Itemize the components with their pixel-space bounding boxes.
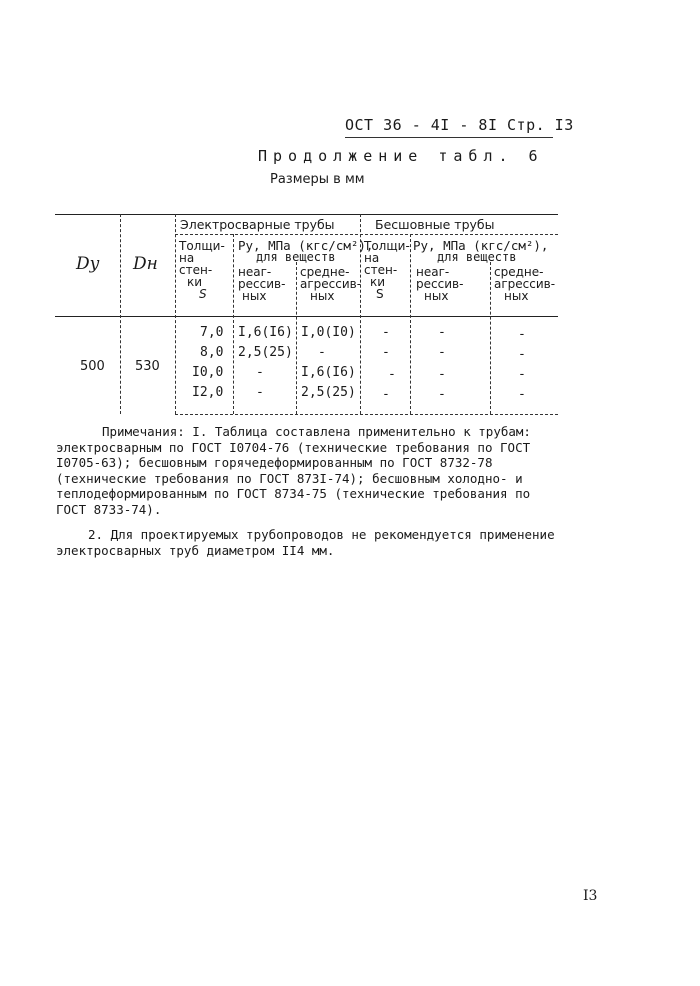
header-wall-thickness-welded <box>179 240 233 300</box>
cell-seamless-nonagg: - <box>438 345 446 360</box>
cell-welded-medagg: I,0(I0) <box>301 325 356 340</box>
cell-welded-nonagg: I,6(I6) <box>238 325 293 340</box>
header-welded-pipes: Электросварные трубы <box>180 217 335 232</box>
cell-welded-medagg: - <box>318 345 326 360</box>
cell-seamless-s: - <box>382 325 390 340</box>
cell-welded-s: 8,0 <box>200 345 224 360</box>
medagg-line: средне- <box>300 265 350 279</box>
header-medium-aggressive-seamless <box>494 266 555 302</box>
cell-welded-nonagg: - <box>256 385 264 400</box>
page-number: I3 <box>583 888 598 904</box>
medagg-line: ных <box>310 289 335 303</box>
cell-seamless-nonagg: - <box>438 367 446 382</box>
cell-welded-nonagg: - <box>256 365 264 380</box>
wall-line: ки <box>187 275 203 289</box>
wall-line: Толщи- <box>364 239 410 253</box>
cell-welded-s: 7,0 <box>200 325 224 340</box>
cell-welded-medagg: I,6(I6) <box>301 365 356 380</box>
nonagg-line: рессив- <box>238 277 286 291</box>
col-divider <box>175 214 176 414</box>
wall-line: на <box>364 251 380 265</box>
nonagg-line: неаг- <box>238 265 272 279</box>
note-2: 2. Для проектируемых трубопроводов не рекомендуется применение электросварных труб диаметром II4 мм. <box>56 527 555 558</box>
units-caption: Размеры в мм <box>270 172 365 187</box>
medagg-line: агрессив- <box>494 277 556 291</box>
wall-line: S <box>199 287 207 301</box>
nonagg-line: ных <box>242 289 267 303</box>
cell-seamless-medagg: - <box>518 367 526 382</box>
header-dn: Dн <box>133 254 158 274</box>
nonagg-line: рессив- <box>416 277 464 291</box>
header-nonaggressive-welded <box>238 266 285 302</box>
table-bottom-rule <box>175 414 558 415</box>
nonagg-line: неаг- <box>416 265 450 279</box>
col-divider <box>233 234 234 414</box>
cell-seamless-nonagg: - <box>438 325 446 340</box>
note-1: Примечания: I. Таблица составлена применительно к трубам: электросварным по ГОСТ I0704-76 (технические требования по ГОСТ I0705-63); бесшовным горячедеформированным по ГОСТ 8732-78 (технические требования по ГОСТ 873I-74); бесшовным холодно- и теплодеформированным по ГОСТ 8734-75 (технические требования по ГОСТ 8733-74). <box>56 424 531 517</box>
medagg-line: агрессив- <box>300 277 362 291</box>
wall-line: S <box>376 287 384 301</box>
col-divider <box>120 214 121 414</box>
col-divider <box>490 262 491 414</box>
header-for-substances-seamless: для веществ <box>437 250 517 264</box>
header-nonaggressive-seamless <box>416 266 463 302</box>
cell-seamless-nonagg: - <box>438 387 446 402</box>
cell-dn: 530 <box>135 359 160 374</box>
header-for-substances-welded: для веществ <box>256 250 336 264</box>
cell-seamless-s: - <box>388 367 396 382</box>
notes <box>56 424 556 558</box>
nonagg-line: ных <box>424 289 449 303</box>
wall-line: на <box>179 251 195 265</box>
header-seamless-pipes: Бесшовные трубы <box>375 217 495 232</box>
page-label: Стр. I3 <box>507 116 574 134</box>
wall-line: ки <box>370 275 386 289</box>
doc-id: ОСТ 36 - 4I - 8I <box>345 116 498 134</box>
col-divider <box>410 234 411 414</box>
medagg-line: ных <box>504 289 529 303</box>
table-continuation-title: Продолжение табл. 6 <box>258 147 544 165</box>
table-top-rule <box>55 214 558 215</box>
col-divider <box>296 262 297 414</box>
wall-line: Толщи- <box>179 239 225 253</box>
cell-welded-s: I0,0 <box>192 365 224 380</box>
wall-line: стен- <box>364 263 398 277</box>
cell-dy: 500 <box>80 359 105 374</box>
cell-welded-medagg: 2,5(25) <box>301 385 356 400</box>
cell-seamless-medagg: - <box>518 327 526 342</box>
cell-seamless-s: - <box>382 387 390 402</box>
cell-seamless-medagg: - <box>518 347 526 362</box>
header-bottom-rule <box>55 316 558 317</box>
cell-seamless-medagg: - <box>518 387 526 402</box>
wall-line: стен- <box>179 263 213 277</box>
header-dy: Dу <box>76 254 100 274</box>
header-pressure-seamless: Ру, МПа (кгс/см²), <box>413 238 549 253</box>
header-pressure-welded: Ру, МПа (кгс/см²), <box>238 238 374 253</box>
cell-seamless-s: - <box>382 345 390 360</box>
cell-welded-s: I2,0 <box>192 385 224 400</box>
header-medium-aggressive-welded <box>300 266 361 302</box>
medagg-line: средне- <box>494 265 544 279</box>
cell-welded-nonagg: 2,5(25) <box>238 345 293 360</box>
pipe-table <box>0 0 700 420</box>
